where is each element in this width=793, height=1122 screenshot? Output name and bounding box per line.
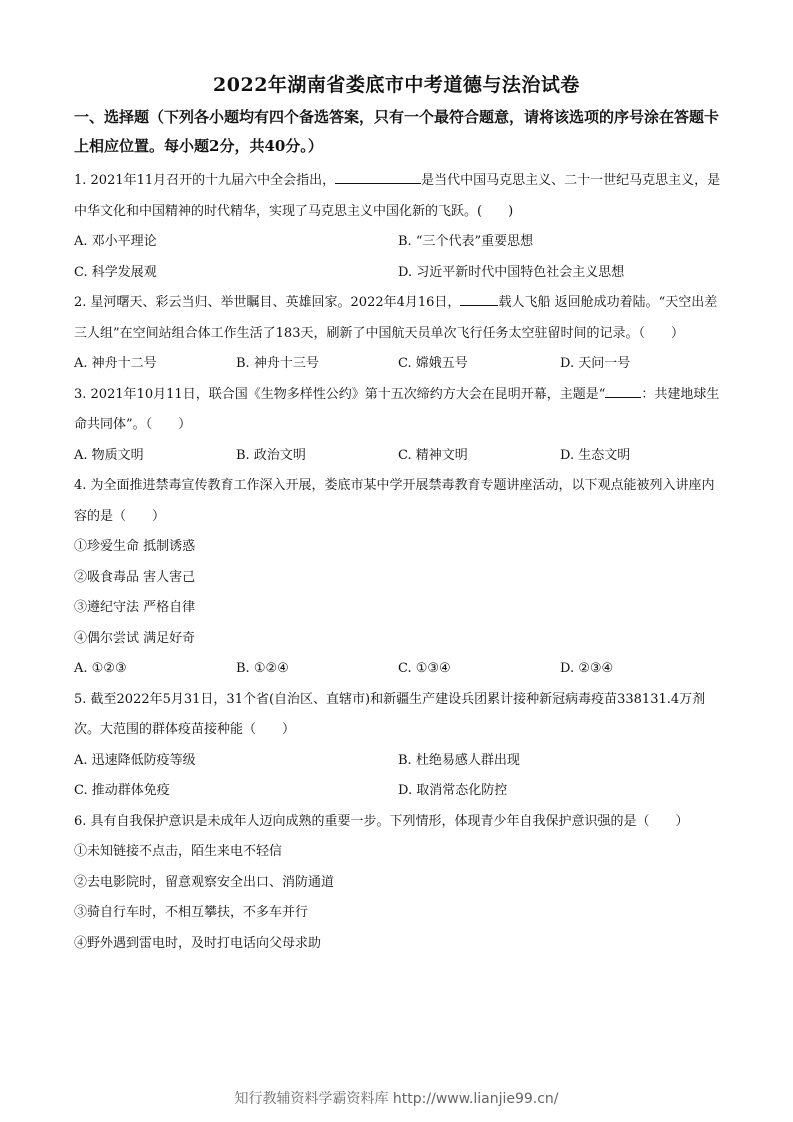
question-1-options — [74, 227, 722, 288]
question-2 — [74, 288, 722, 349]
statement-item: ①珍爱生命 抵制诱惑 — [74, 539, 196, 554]
statement-item: ②去电影院时，留意观察安全出口、消防通道 — [74, 874, 335, 890]
question-2-options — [74, 349, 722, 380]
option-b[interactable]: B. “三个代表”重要思想 — [398, 234, 534, 249]
question-3-text-end: ：共建地球生命共同体”。（ ） — [74, 386, 720, 432]
question-2-text-end: 载人飞船 返回舱成功着陆。“天空出差三人组”在空间站组合体工作生活了183天，刷新了中国航天员单次飞行任务太空驻留时间的记录。（ ） — [74, 295, 718, 341]
option-d[interactable]: D. 天问一号 — [560, 356, 631, 371]
option-d[interactable]: D. 生态文明 — [560, 447, 631, 463]
option-b[interactable]: B. 杜绝易感人群出现 — [398, 752, 520, 768]
statement-item: ①未知链接不点击，陌生来电不轻信 — [74, 844, 283, 859]
answer-blank — [460, 293, 498, 306]
question-4: 4. 为全面推进禁毒宣传教育工作深入开展，娄底市某中学开展禁毒教育专题讲座活动，以下观点能被列入讲座内容的是（ ） — [74, 478, 715, 524]
footer-watermark: 知行教辅资料学霸资料库 http://www.lianjie99.cn/ — [234, 1091, 559, 1107]
question-list — [74, 166, 722, 959]
option-a[interactable]: A. ①②③ — [74, 661, 127, 676]
option-a[interactable]: A. 神舟十二号 — [74, 356, 157, 371]
question-4-options — [74, 654, 722, 685]
statement-item: ③遵纪守法 严格自律 — [74, 600, 196, 615]
answer-blank — [335, 171, 421, 184]
question-2-text-start: 2. 星河曙天、彩云当归、举世瞩目、英雄回家。2022年4月16日， — [74, 295, 461, 310]
option-d[interactable]: D. 习近平新时代中国特色社会主义思想 — [398, 264, 625, 280]
option-c[interactable]: C. ①③④ — [398, 661, 451, 676]
question-1 — [74, 166, 722, 227]
question-3-text-start: 3. 2021年10月11日，联合国《生物多样性公约》第十五次缔约方大会在昆明开幕，主题是“ — [74, 386, 606, 402]
statement-item: ④野外遇到雷电时，及时打电话向父母求助 — [74, 935, 322, 951]
option-b[interactable]: B. 政治文明 — [236, 447, 306, 463]
section-heading: 一、选择题（下列各小题均有四个备选答案，只有一个最符合题意，请将该选项的序号涂在答题卡上相应位置。每小题2分，共40分。） — [74, 108, 720, 155]
option-b[interactable]: B. 神舟十三号 — [236, 356, 319, 371]
question-5: 5. 截至2022年5月31日，31个省(自治区、直辖市)和新疆生产建设兵团累计接种新冠病毒疫苗338131.4万剂次。大范围的群体疫苗接种能（ ） — [74, 691, 706, 737]
option-d[interactable]: D. 取消常态化防控 — [398, 783, 508, 798]
option-a[interactable]: A. 邓小平理论 — [74, 234, 157, 249]
statement-item: ②吸食毒品 害人害己 — [74, 569, 196, 585]
option-c[interactable]: C. 精神文明 — [398, 447, 468, 463]
statement-item: ④偶尔尝试 满足好奇 — [74, 630, 196, 646]
option-c[interactable]: C. 推动群体免疫 — [74, 783, 170, 798]
question-5-options — [74, 746, 722, 807]
option-c[interactable]: C. 科学发展观 — [74, 264, 157, 280]
page-title: 2022年湖南省娄底市中考道德与法治试卷 — [213, 74, 580, 96]
option-d[interactable]: D. ②③④ — [560, 661, 614, 676]
statement-item: ③骑自行车时，不相互攀扶，不多车并行 — [74, 905, 309, 920]
option-a[interactable]: A. 物质文明 — [74, 447, 144, 463]
option-b[interactable]: B. ①②④ — [236, 661, 289, 676]
question-6: 6. 具有自我保护意识是未成年人迈向成熟的重要一步。下列情形，体现青少年自我保护意识强的是（ ） — [74, 813, 689, 829]
question-1-text-start: 1. 2021年11月召开的十九届六中全会指出， — [74, 173, 336, 188]
question-3 — [74, 380, 722, 441]
question-3-options — [74, 441, 722, 472]
option-c[interactable]: C. 嫦娥五号 — [398, 356, 468, 371]
answer-blank — [605, 385, 641, 398]
question-1-text-end: 是当代中国马克思主义、二十一世纪马克思主义，是中华文化和中国精神的时代精华，实现了马克思主义中国化新的飞跃。( ) — [74, 173, 721, 219]
option-a[interactable]: A. 迅速降低防疫等级 — [74, 752, 196, 768]
